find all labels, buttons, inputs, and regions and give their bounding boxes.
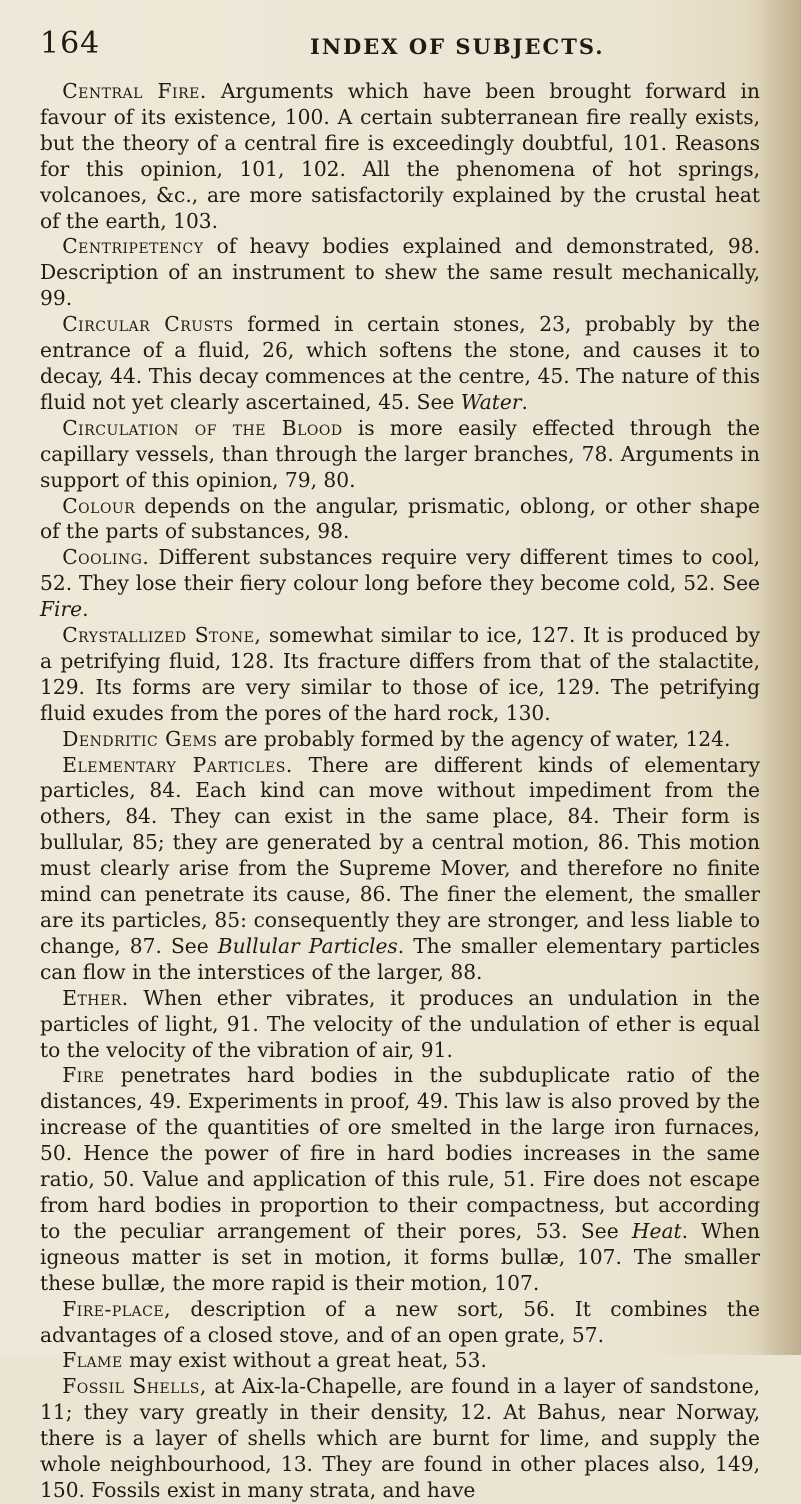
- see-reference: Heat: [631, 1218, 682, 1243]
- index-entry: [40, 623, 760, 727]
- see-reference: Fire: [40, 597, 83, 622]
- entry-heading: Colour: [62, 493, 136, 518]
- entry-text: penetrates hard bodies in the subduplicate ratio of the distances, 49. Experiments in proof, 49. This law is also proved by the increase of the quantities of ore smelted in the large iron furnaces, 50. Hence the power of fire in hard bodies increases in the same ratio, 50. Value and application of this rule, 51. Fire does not escape from hard bodies in proportion to their compactness, but according to the peculiar arrangement of their pores, 53. See: [40, 1063, 760, 1243]
- entry-text: formed in certain stones, 23, probably by the entrance of a fluid, 26, which softens the stone, and causes it to decay, 44. This decay commences at the centre, 45. The nature of this fluid not yet clearly ascertained, 45. See: [40, 312, 761, 414]
- index-entry: [40, 312, 760, 416]
- index-entry: [40, 545, 760, 623]
- entry-text: Arguments which have been brought forward in favour of its existence, 100. A certain subterranean fire really exists, but the theory of a central fire is exceedingly doubtful, 101. Reasons for this opinion, 101, 102. All the phenomena of hot springs, volcanoes, &c., are more satisfactorily explained by the crustal heat of the earth, 103.: [40, 79, 760, 233]
- running-head: INDEX OF SUBJECTS.: [310, 34, 605, 59]
- entry-heading: Crystallized Stone,: [62, 623, 262, 648]
- index-entry: [40, 727, 760, 753]
- entry-text: Different substances require very different times to cool, 52. They lose their fiery colour long before they become cold, 52. See: [40, 545, 760, 596]
- index-entry: [40, 416, 760, 494]
- entry-text: somewhat similar to ice, 127. It is produced by a petrifying fluid, 128. Its fracture differs from that of the stalactite, 129. Its forms are very similar to those of ice, 129. The petrifying fluid exudes from the pores of the hard rock, 130.: [40, 623, 760, 725]
- entry-text: When ether vibrates, it produces an undulation in the particles of light, 91. The velocity of the undulation of ether is equal to the velocity of the vibration of air, 91.: [40, 985, 760, 1062]
- entry-text: at Aix-la-Chapelle, are found in a layer of sandstone, 11; they vary greatly in their density, 12. At Bahus, near Norway, there is a layer of shells which are burnt for lime, and supply the whole neighbourhood, 13. They are found in other places also, 149, 150. Fossils exist in many strata, and have: [40, 1374, 761, 1502]
- entry-text: depends on the angular, prismatic, oblong, or other shape of the parts of substances, 98.: [40, 493, 760, 544]
- entry-heading: Ether.: [62, 985, 129, 1010]
- index-entry: [40, 1374, 760, 1504]
- entry-heading: Cooling.: [62, 545, 150, 570]
- entry-text: description of a new sort, 56. It combines the advantages of a closed stove, and of an open grate, 57.: [40, 1296, 760, 1347]
- entry-heading: Circular Crusts: [62, 312, 234, 337]
- index-entry: [40, 753, 760, 986]
- index-entry: [40, 1348, 760, 1374]
- entry-heading: Elementary Particles.: [62, 752, 293, 777]
- entry-text-after: . When igneous matter is set in motion, it forms bullæ, 107. The smaller these bullæ, the more rapid is their motion, 107.: [40, 1218, 760, 1295]
- entry-text: is more easily effected through the capillary vessels, than through the larger branches, 78. Arguments in support of this opinion, 79, 80.: [40, 415, 760, 492]
- entry-heading: Flame: [62, 1348, 123, 1373]
- entry-heading: Centripetency: [62, 234, 204, 259]
- page-number: 164: [40, 26, 101, 61]
- index-entry: [40, 79, 760, 234]
- entry-text: may exist without a great heat, 53.: [122, 1348, 487, 1373]
- page-header: [40, 26, 740, 66]
- entry-heading: Dendritic Gems: [62, 726, 218, 751]
- index-entries: [40, 79, 760, 1504]
- entry-text-after: .: [82, 597, 89, 622]
- entry-text-after: . The smaller elementary particles can flow in the interstices of the larger, 88.: [40, 933, 760, 984]
- index-entry: [40, 986, 760, 1064]
- entry-heading: Fire-place,: [62, 1296, 172, 1321]
- index-entry: [40, 494, 760, 546]
- see-reference: Water: [460, 389, 522, 414]
- entry-heading: Fossil Shells,: [62, 1374, 207, 1399]
- entry-text: of heavy bodies explained and demonstrated, 98. Description of an instrument to shew the same result mechanically, 99.: [40, 234, 760, 311]
- entry-text-after: .: [521, 389, 528, 414]
- index-entry: [40, 234, 760, 312]
- see-reference: Bullular Particles: [217, 933, 398, 958]
- index-entry: [40, 1297, 760, 1349]
- entry-heading: Fire: [62, 1063, 105, 1088]
- entry-heading: Circulation of the Blood: [62, 415, 343, 440]
- entry-heading: Central Fire.: [62, 79, 207, 103]
- index-entry: [40, 1063, 760, 1296]
- entry-text: are probably formed by the agency of water, 124.: [217, 726, 731, 751]
- page-edge-shadow: [761, 0, 801, 1355]
- entry-text: There are different kinds of elementary particles, 84. Each kind can move without impediment from the others, 84. They can exist in the same place, 84. Their form is bullular, 85; they are generated by a central motion, 86. This motion must clearly arise from the Supreme Mover, and therefore no finite mind can penetrate its cause, 86. The finer the element, the smaller are its particles, 85: consequently they are stronger, and less liable to change, 87. See: [40, 752, 760, 958]
